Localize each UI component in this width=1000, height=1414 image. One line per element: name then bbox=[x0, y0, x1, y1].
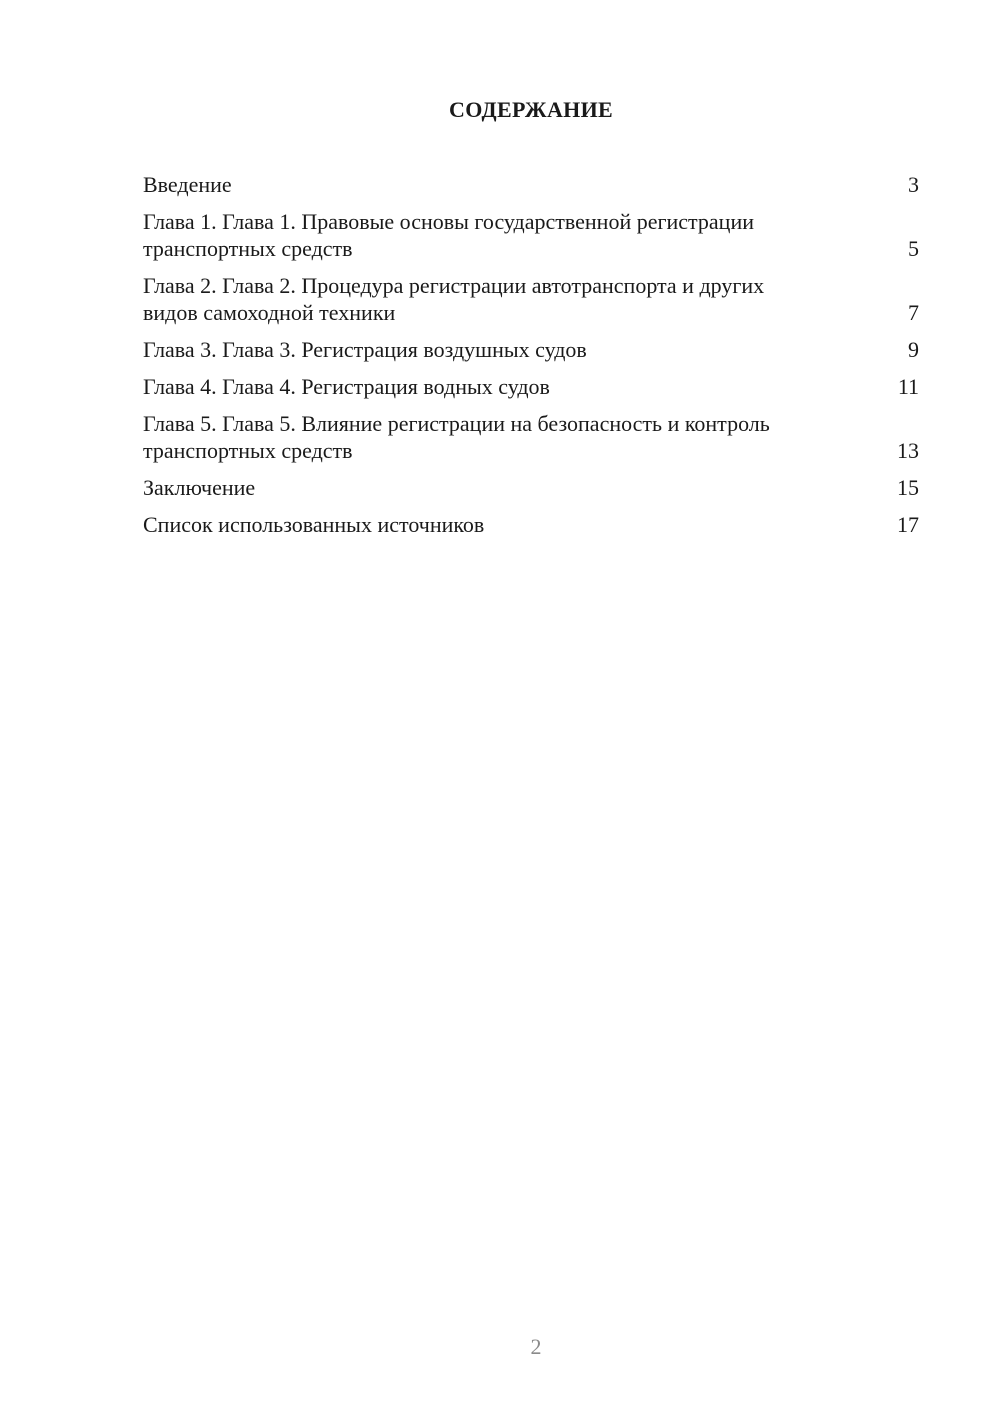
toc-entry-text: Заключение bbox=[143, 475, 256, 500]
toc-entry-chapter-5 bbox=[143, 410, 919, 464]
toc-entry-page: 17 bbox=[897, 512, 919, 537]
toc-entry-page: 7 bbox=[908, 300, 919, 325]
toc-entry-references bbox=[143, 511, 919, 538]
toc-entry-text: Глава 1. Глава 1. Правовые основы государственной регистрации транспортных средств bbox=[143, 209, 755, 261]
toc-entry-text: Глава 5. Глава 5. Влияние регистрации на безопасность и контроль транспортных средств bbox=[143, 411, 770, 463]
toc-entry-page: 11 bbox=[897, 374, 919, 399]
toc-entry-page: 13 bbox=[897, 438, 919, 463]
toc-entry-text: Список использованных источников bbox=[143, 512, 485, 537]
toc-entry-text: Глава 4. Глава 4. Регистрация водных судов bbox=[143, 374, 550, 399]
toc-entry-conclusion bbox=[143, 474, 919, 501]
table-of-contents bbox=[143, 171, 919, 548]
toc-entry-introduction bbox=[143, 171, 919, 198]
page-number: 2 bbox=[530, 1334, 542, 1359]
toc-entry-chapter-4 bbox=[143, 373, 919, 400]
toc-entry-page: 3 bbox=[908, 172, 919, 197]
toc-entry-page: 15 bbox=[897, 475, 919, 500]
toc-title: СОДЕРЖАНИЕ bbox=[449, 97, 613, 122]
toc-entry-chapter-3 bbox=[143, 336, 919, 363]
toc-entry-chapter-2 bbox=[143, 272, 919, 326]
toc-entry-text: Введение bbox=[143, 172, 232, 197]
toc-entry-page: 5 bbox=[908, 236, 919, 261]
toc-entry-chapter-1 bbox=[143, 208, 919, 262]
toc-entry-text: Глава 3. Глава 3. Регистрация воздушных судов bbox=[143, 337, 587, 362]
toc-entry-text: Глава 2. Глава 2. Процедура регистрации автотранспорта и других видов самоходной техники bbox=[143, 273, 765, 325]
toc-entry-page: 9 bbox=[908, 337, 919, 362]
